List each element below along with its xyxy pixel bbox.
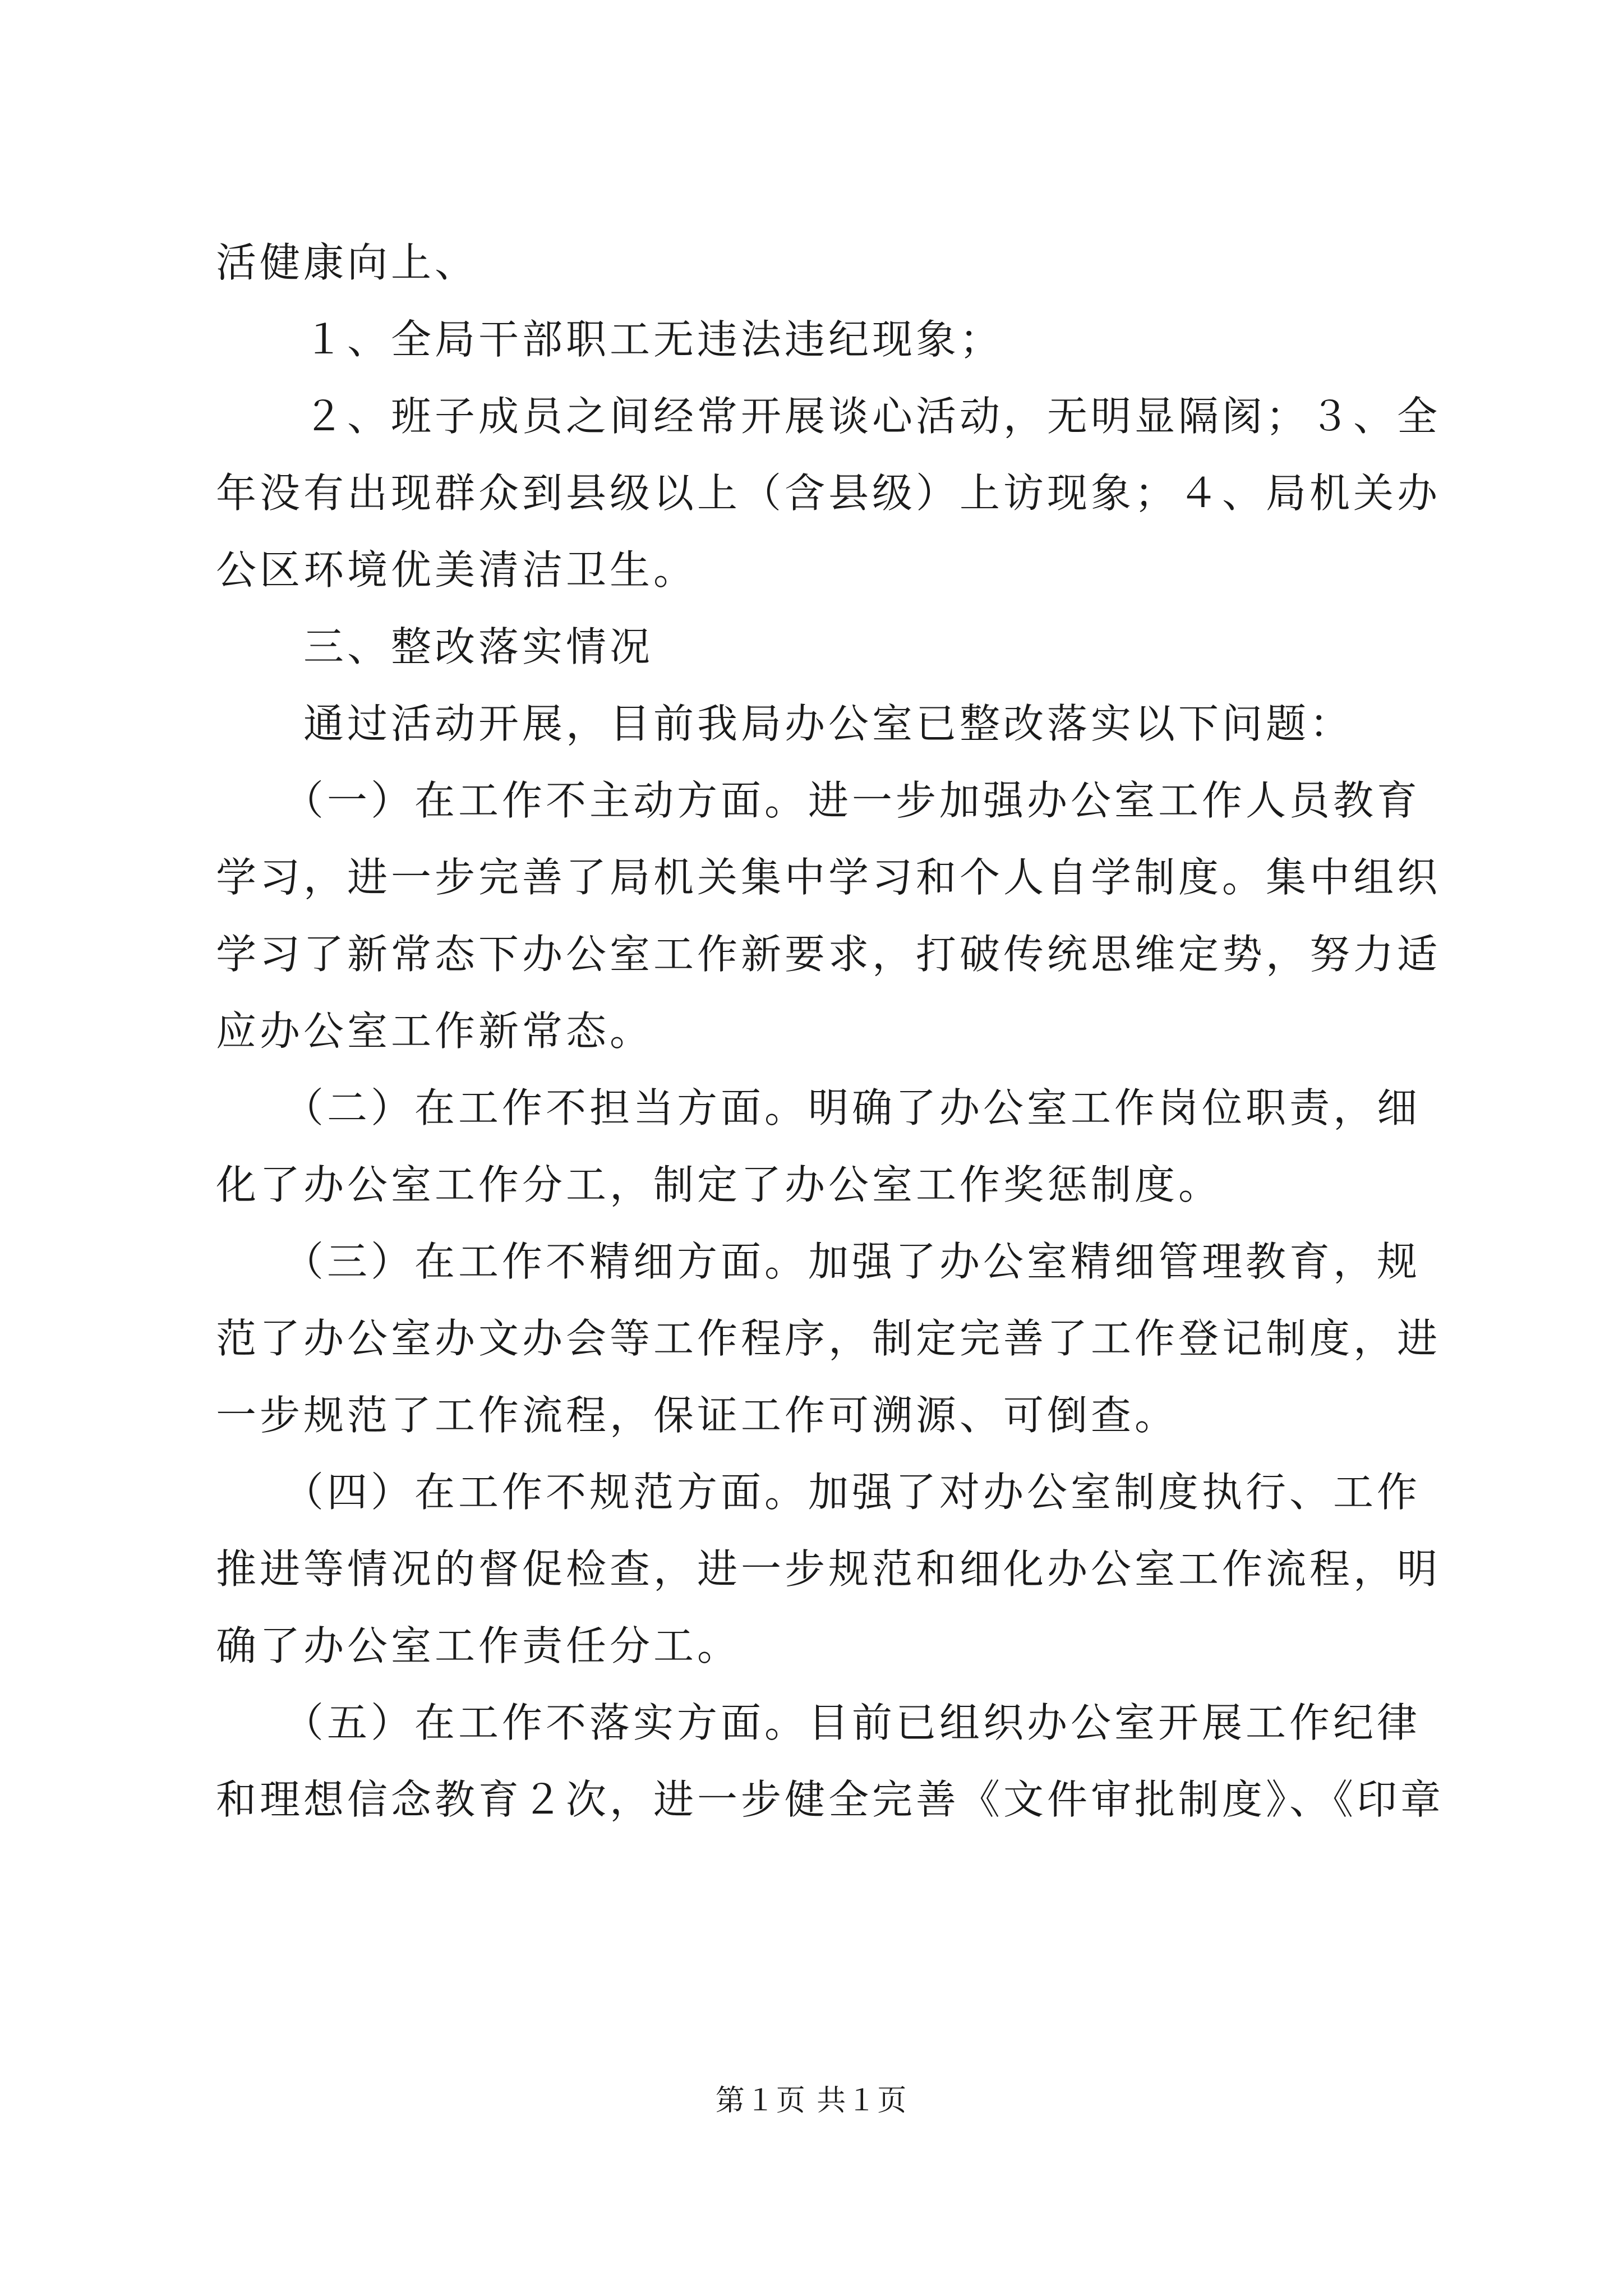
text-line: 年没有出现群众到县级以上（含县级）上访现象；４、局机关办 [216,470,1441,517]
text-line: ２、班子成员之间经常开展谈心活动，无明显隔阂；３、全 [216,393,1441,440]
text-line: 通过活动开展，目前我局办公室已整改落实以下问题： [216,700,1354,747]
document-body [216,224,1445,1838]
text-line: 一步规范了工作流程，保证工作可溯源、可倒查。 [216,1392,1179,1439]
text-line: （一）在工作不主动方面。进一步加强办公室工作人员教育 [216,777,1421,824]
section-heading: 三、整改落实情况 [216,623,654,670]
text-line: （四）在工作不规范方面。加强了对办公室制度执行、工作 [216,1469,1421,1516]
text-line: 学习了新常态下办公室工作新要求，打破传统思维定势，努力适 [216,931,1441,978]
text-line: 范了办公室办文办会等工作程序，制定完善了工作登记制度，进 [216,1315,1441,1362]
text-line: 化了办公室工作分工，制定了办公室工作奖惩制度。 [216,1161,1223,1208]
text-line: 和理想信念教育２次，进一步健全完善《文件审批制度》、《印章 [216,1776,1445,1823]
text-line: 应办公室工作新常态。 [216,1007,654,1055]
text-line: 公区环境优美清洁卫生。 [216,546,698,593]
text-line: 确了办公室工作责任分工。 [216,1622,741,1669]
text-line: （三）在工作不精细方面。加强了办公室精细管理教育，规 [216,1238,1421,1285]
text-line: 推进等情况的督促检查，进一步规范和细化办公室工作流程，明 [216,1545,1441,1593]
text-line: 学习，进一步完善了局机关集中学习和个人自学制度。集中组织 [216,854,1441,901]
page-number-footer: 第１页 共１页 [715,2084,908,2118]
text-line: （二）在工作不担当方面。明确了办公室工作岗位职责，细 [216,1084,1421,1131]
text-line: （五）在工作不落实方面。目前已组织办公室开展工作纪律 [216,1699,1421,1746]
text-line: 活健康向上、 [216,239,479,286]
text-line: １、全局干部职工无违法违纪现象； [216,316,1004,363]
